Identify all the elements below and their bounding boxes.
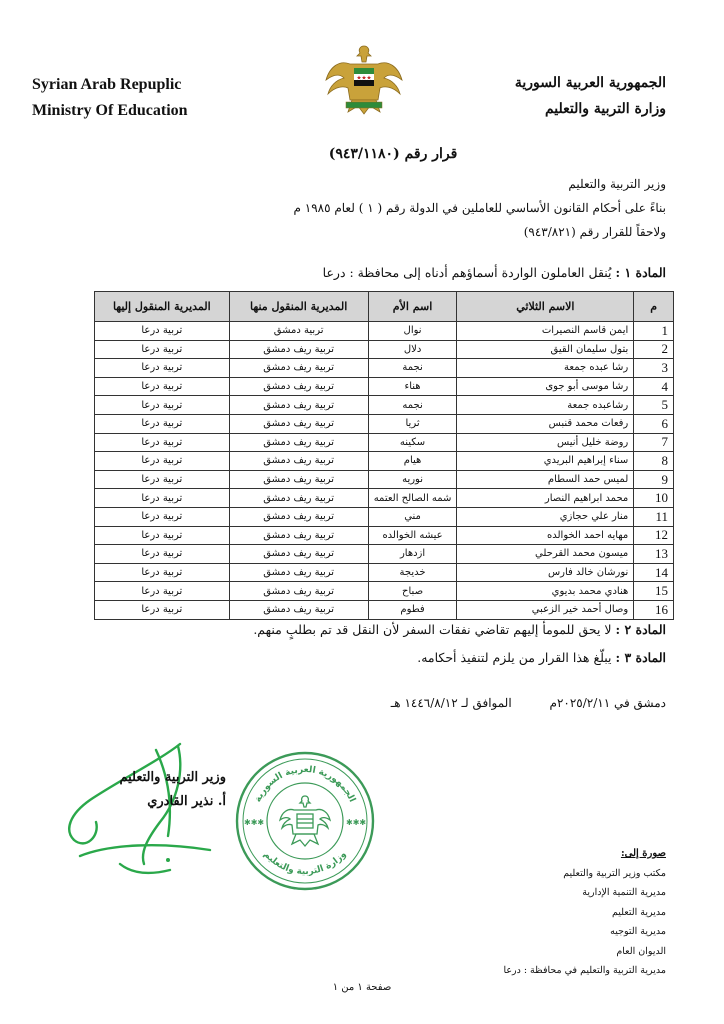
mother-name-cell: نجمه: [368, 396, 457, 415]
header-mother-name: اسم الأم: [368, 292, 457, 322]
table-row: [95, 526, 674, 545]
to-directorate-cell: تربية درعا: [95, 600, 230, 619]
row-number-cell: 16: [634, 600, 674, 619]
copies-title: صورة إلى:: [620, 848, 666, 859]
full-name-cell: محمد ابراهيم النصار: [457, 489, 634, 508]
to-directorate-cell: تربية درعا: [95, 340, 230, 359]
full-name-cell: رشا عبده جمعة: [457, 359, 634, 378]
full-name-cell: بتول سليمان القيق: [457, 340, 634, 359]
row-number-cell: 5: [634, 396, 674, 415]
from-directorate-cell: تربية ريف دمشق: [229, 340, 368, 359]
to-directorate-cell: تربية درعا: [95, 433, 230, 452]
copy-recipient: مديرية التنمية الإدارية: [582, 887, 666, 898]
row-number-cell: 11: [634, 507, 674, 526]
table-row: [95, 582, 674, 601]
to-directorate-cell: تربية درعا: [95, 489, 230, 508]
article-3: [26, 650, 666, 665]
intro-line-3: ولاحقاً للقرار رقم (٩٤٣/٨٢١): [523, 225, 666, 239]
row-number-cell: 1: [634, 322, 674, 341]
header-arabic: [515, 70, 666, 122]
full-name-cell: رشا موسى أبو جوى: [457, 377, 634, 396]
to-directorate-cell: تربية درعا: [95, 359, 230, 378]
row-number-cell: 4: [634, 377, 674, 396]
article-1-text: يُنقل العاملون الواردة أسماؤهم أدناه إلى محافظة : درعا: [322, 265, 612, 280]
row-number-cell: 7: [634, 433, 674, 452]
from-directorate-cell: تربية ريف دمشق: [229, 489, 368, 508]
header-from-directorate: المديرية المنقول منها: [229, 292, 368, 322]
table-row: [95, 322, 674, 341]
date-hijri: الموافق لـ ١٤٤٦/٨/١٢ هـ: [390, 696, 512, 710]
header-english: [32, 72, 188, 124]
intro-line-2: بناءً على أحكام القانون الأساسي للعاملين في الدولة رقم ( ١ ) لعام ١٩٨٥ م: [293, 201, 666, 215]
from-directorate-cell: تربية ريف دمشق: [229, 433, 368, 452]
row-number-cell: 10: [634, 489, 674, 508]
from-directorate-cell: تربية ريف دمشق: [229, 600, 368, 619]
header-full-name: الاسم الثلاثي: [457, 292, 634, 322]
to-directorate-cell: تربية درعا: [95, 470, 230, 489]
article-2-label: المادة ٢ :: [615, 622, 666, 637]
signatory-title: وزير التربية والتعليم: [119, 770, 226, 785]
dateline: [357, 696, 666, 710]
svg-text:✱✱✱: ✱✱✱: [346, 818, 367, 827]
copy-recipient: مديرية التربية والتعليم في محافظة : درعا: [503, 965, 666, 976]
full-name-cell: ميسون محمد القرحلي: [457, 545, 634, 564]
mother-name-cell: نوريه: [368, 470, 457, 489]
table-row: [95, 433, 674, 452]
to-directorate-cell: تربية درعا: [95, 545, 230, 564]
full-name-cell: لميس حمد السطام: [457, 470, 634, 489]
table-header-row: [95, 292, 674, 322]
article-2: [26, 622, 666, 637]
full-name-cell: وصال أحمد خير الزعبي: [457, 600, 634, 619]
date-gregorian: دمشق في ٢٠٢٥/٢/١١م: [549, 696, 666, 710]
intro-line-1: وزير التربية والتعليم: [568, 177, 666, 191]
signatory-name: أ. نذير القادري: [147, 794, 226, 809]
full-name-cell: رشاعبده جمعة: [457, 396, 634, 415]
to-directorate-cell: تربية درعا: [95, 563, 230, 582]
table-row: [95, 470, 674, 489]
mother-name-cell: سكينه: [368, 433, 457, 452]
from-directorate-cell: تربية ريف دمشق: [229, 563, 368, 582]
to-directorate-cell: تربية درعا: [95, 582, 230, 601]
table-row: [95, 452, 674, 471]
seal-text-bottom: وزارة التربية والتعليم: [261, 849, 349, 878]
mother-name-cell: خديجة: [368, 563, 457, 582]
to-directorate-cell: تربية درعا: [95, 526, 230, 545]
row-number-cell: 12: [634, 526, 674, 545]
from-directorate-cell: تربية ريف دمشق: [229, 414, 368, 433]
article-1: [26, 265, 666, 280]
from-directorate-cell: تربية ريف دمشق: [229, 359, 368, 378]
row-number-cell: 2: [634, 340, 674, 359]
full-name-cell: نورشان خالد فارس: [457, 563, 634, 582]
table-row: [95, 377, 674, 396]
table-row: [95, 507, 674, 526]
row-number-cell: 6: [634, 414, 674, 433]
header-number: م: [634, 292, 674, 322]
ministry-seal: [234, 750, 376, 892]
table-row: [95, 359, 674, 378]
row-number-cell: 9: [634, 470, 674, 489]
article-3-label: المادة ٣ :: [615, 650, 666, 665]
header-to-directorate: المديرية المنقول إليها: [95, 292, 230, 322]
copy-recipient: مديرية التعليم: [611, 906, 666, 918]
full-name-cell: ايمن قاسم النصيرات: [457, 322, 634, 341]
svg-text:✱✱✱: ✱✱✱: [244, 818, 265, 827]
row-number-cell: 14: [634, 563, 674, 582]
mother-name-cell: دلال: [368, 340, 457, 359]
to-directorate-cell: تربية درعا: [95, 377, 230, 396]
to-directorate-cell: تربية درعا: [95, 414, 230, 433]
full-name-cell: سناء إبراهيم البريدي: [457, 452, 634, 471]
decision-intro: [46, 172, 666, 244]
full-name-cell: روضة خليل أنيس: [457, 433, 634, 452]
country-name-ar: الجمهورية العربية السورية: [514, 75, 666, 91]
full-name-cell: منار علي حجازي: [457, 507, 634, 526]
ministry-name-en: Ministry Of Education: [32, 102, 188, 119]
from-directorate-cell: تربية ريف دمشق: [229, 377, 368, 396]
copy-recipient: مديرية التوجيه: [610, 926, 666, 937]
table-row: [95, 396, 674, 415]
to-directorate-cell: تربية درعا: [95, 507, 230, 526]
mother-name-cell: ازدهار: [368, 545, 457, 564]
seal-text-top: الجمهورية العربية السورية: [253, 764, 357, 804]
mother-name-cell: ثريا: [368, 414, 457, 433]
copy-recipient: مكتب وزير التربية والتعليم: [563, 867, 666, 879]
from-directorate-cell: تربية دمشق: [229, 322, 368, 341]
from-directorate-cell: تربية ريف دمشق: [229, 545, 368, 564]
table-row: [95, 340, 674, 359]
mother-name-cell: صباح: [368, 582, 457, 601]
mother-name-cell: نجمة: [368, 359, 457, 378]
signatory-block: [96, 766, 226, 814]
mother-name-cell: شمه الصالح العتمه: [368, 489, 457, 508]
mother-name-cell: مني: [368, 507, 457, 526]
table-row: [95, 563, 674, 582]
syrian-eagle-emblem: [322, 40, 406, 120]
to-directorate-cell: تربية درعا: [95, 322, 230, 341]
table-body: [95, 322, 674, 620]
mother-name-cell: عيشه الخوالده: [368, 526, 457, 545]
to-directorate-cell: تربية درعا: [95, 396, 230, 415]
mother-name-cell: هناء: [368, 377, 457, 396]
ministry-name-ar: وزارة التربية والتعليم: [544, 101, 666, 117]
row-number-cell: 13: [634, 545, 674, 564]
table-row: [95, 545, 674, 564]
from-directorate-cell: تربية ريف دمشق: [229, 452, 368, 471]
article-3-text: يبلّغ هذا القرار من يلزم لتنفيذ أحكامه.: [417, 650, 612, 665]
from-directorate-cell: تربية ريف دمشق: [229, 470, 368, 489]
full-name-cell: رفعات محمد قنبس: [457, 414, 634, 433]
article-1-label: المادة ١ :: [615, 265, 666, 280]
transfer-table: [94, 291, 674, 620]
from-directorate-cell: تربية ريف دمشق: [229, 507, 368, 526]
table-row: [95, 600, 674, 619]
mother-name-cell: فطوم: [368, 600, 457, 619]
from-directorate-cell: تربية ريف دمشق: [229, 396, 368, 415]
svg-text:وزارة التربية والتعليم: [261, 850, 348, 877]
country-name-en: Syrian Arab Repuplic: [32, 76, 182, 93]
copy-recipient: الديوان العام: [616, 945, 666, 957]
decision-title: قرار رقم (٩٤٣/١١٨٠): [328, 146, 458, 162]
mother-name-cell: نوال: [368, 322, 457, 341]
full-name-cell: مهايه احمد الخوالده: [457, 526, 634, 545]
mother-name-cell: هيام: [368, 452, 457, 471]
row-number-cell: 15: [634, 582, 674, 601]
table-row: [95, 489, 674, 508]
row-number-cell: 8: [634, 452, 674, 471]
to-directorate-cell: تربية درعا: [95, 452, 230, 471]
article-2-text: لا يحق للمومأ إليهم تقاضي نفقات السفر لأن النقل قد تم بطلبٍ منهم.: [253, 622, 612, 637]
full-name-cell: هنادي محمد بديوي: [457, 582, 634, 601]
page-number: صفحة ١ من ١: [332, 982, 392, 993]
table-row: [95, 414, 674, 433]
row-number-cell: 3: [634, 359, 674, 378]
from-directorate-cell: تربية ريف دمشق: [229, 526, 368, 545]
from-directorate-cell: تربية ريف دمشق: [229, 582, 368, 601]
copies-list: [466, 844, 666, 981]
